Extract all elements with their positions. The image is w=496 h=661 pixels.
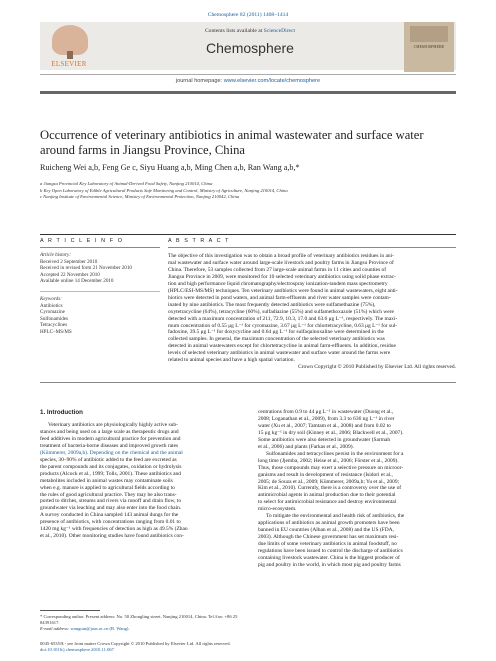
abstract-line: collected samples. In general, the maximum concentration of the selected veterinary antibiotics was (168, 336, 385, 343)
history-item: Received in revised form 21 November 2010 (40, 265, 132, 271)
intro-right-column (258, 409, 456, 569)
body-line: antimicrobial agents in animal production due to their potential (258, 492, 396, 499)
abstract-line: related to animal species and have a high spatial variation. (168, 357, 295, 364)
homepage-prefix: journal homepage: (175, 78, 224, 84)
journal-cover-graphic (410, 26, 448, 42)
body-line: groundwater via leaching and may also enter into the food chain. (40, 505, 182, 512)
divider (168, 247, 456, 248)
body-line: 15 μg kg⁻¹ in dry soil (Kinney et al., 2006; Blackwell et al., 2007). (258, 429, 404, 436)
body-line: Sulfonamides and tetracyclines persist in the environment for a (266, 450, 404, 457)
body-line: stances and being used on a large scale as therapeutic drugs and (40, 428, 179, 435)
abstract-line: biotics were detected in pond waters, and animal farm-effluents and river water samples were contam- (168, 294, 391, 301)
keyword: Tetracyclines (40, 322, 68, 328)
body-line: feed additives in modern agricultural practice for prevention and (40, 435, 181, 442)
homepage-link[interactable]: www.elsevier.com/locate/chemosphere (223, 78, 321, 84)
body-line: the parent compounds and its conjugates, oxidation or hydrolysis (40, 463, 182, 470)
divider (40, 234, 456, 235)
journal-citation[interactable]: Chemosphere 82 (2011) 1408–1414 (207, 12, 289, 18)
body-line: banned in EU countries (Alban et al., 2008) and the US (FDA, (258, 527, 394, 534)
body-line: applications of antibiotics as animal growth promoters have been (258, 520, 400, 527)
divider (40, 247, 160, 248)
divider (40, 291, 160, 292)
abstract-line: fadoxine, 39.5 μg L⁻¹ for doxycycline and 0.64 μg L⁻¹ for sulfaquinoxaline were determined in the (168, 329, 384, 336)
body-line: 2008; Loganathan et al., 2009), from 3.3 to 636 ng L⁻¹ in river (258, 415, 395, 422)
copyright-line: Crown Copyright © 2010 Published by Elsevier Ltd. All rights reserved. (298, 364, 456, 371)
keyword: Sulfonamides (40, 315, 69, 322)
keyword: Cyromazine (40, 309, 65, 315)
affiliation: b Key Open Laboratory of Edible Agricultural Products Safe Monitoring and Control, Ministry of Agriculture, Nanjing 210014, China (40, 187, 288, 193)
article-info-heading: A R T I C L E I N F O (40, 238, 124, 244)
elsevier-logo-text: ELSEVIER (51, 60, 87, 68)
abstract-line: oxytetracycline (64%), tetracycline (60%), sulfadiazine (55%) and sulfamethoxazole (51%) which were (168, 308, 394, 315)
body-line: To mitigate the environmental and health risk of antibiotics, the (266, 513, 405, 520)
author-list: Ruicheng Wei a,b, Feng Ge c, Siyu Huang a,b, Ming Chen a,b, Ran Wang a,b,* (40, 163, 300, 172)
body-line: 1420 mg kg⁻¹ with frequencies of detection as high as 49.5% (Zhao (40, 526, 188, 533)
intro-heading: 1. Introduction (40, 409, 83, 416)
body-line: treatment of bacteria-borne diseases and improved growth rates (40, 442, 179, 449)
body-line: 2003). Although the Chinese government has set maximum resi- (258, 534, 399, 541)
history-item: Available online 14 December 2010 (40, 278, 114, 284)
doi-link[interactable]: doi:10.1016/j.chemosphere.2010.11.067 (40, 647, 114, 652)
abstract-line: mum concentration of 0.55 μg L⁻¹ for cyromazine, 3.67 μg L⁻¹ for chlortetracycline, 0.63 μg L⁻¹ for sul- (168, 322, 398, 329)
title-line: Occurrence of veterinary antibiotics in animal wastewater and surface water (40, 128, 424, 142)
corresponding-author-note: * Corresponding author. Present address: No. 50 Zhongling street, Nanjing 210014, China. Tel./fax: +86 25 84391617. (40, 614, 238, 625)
keyword: Antibiotics (40, 302, 63, 309)
abstract-line: Jiangsu Province in 2009, were monitored for 10 selected veterinary antibiotics using solid phase extrac- (168, 273, 396, 280)
history-item: Received 2 September 2010 (40, 258, 98, 265)
body-line: products (Alcock et al., 1999; Tolls, 2001). These antibiotics and (40, 470, 181, 477)
body-line: long time (Jjemba, 2002; Heise et al., 2006; Förster et al., 2009). (258, 457, 399, 464)
affiliation: a Jiangsu Provincial Key Laboratory of Animal-Derived Food Safety, Nanjing 210014, China (40, 181, 213, 186)
body-line: Thus, those compounds may exert a selective pressure on microor- (258, 464, 404, 471)
abstract-line: levels of selected veterinary antibiotics in animal wastewater and surface water around the farms were (168, 350, 391, 357)
body-line: ganisms and result in development of resistance (Isidori et al., (258, 471, 393, 478)
history-label: Article history: (40, 252, 71, 258)
history-item: Accepted 22 November 2010 (40, 271, 100, 278)
footnote-rule (40, 610, 100, 611)
body-line: et al., 2006) and plants (Farkas et al., 2009). (258, 443, 354, 450)
abstract-line: The objective of this investigation was to obtain a broad profile of veterinary antibiotics residues in ani- (168, 253, 394, 259)
journal-cover-title: CHEMOSPHERE (413, 44, 445, 49)
email-link[interactable]: wangran@jaas.ac.cn (R. Wang). (70, 626, 130, 631)
body-line: metabolites included in animal wastes may contaminate soils (40, 477, 173, 484)
title-line: around farms in Jiangsu Province, China (40, 143, 245, 157)
body-line[interactable]: (Kümmerer, 2009a,b). Depending on the chemical and the animal (40, 449, 183, 456)
body-line: ported to ditches, streams and rivers via runoff and drain flow, to (40, 498, 182, 505)
article-history (40, 252, 162, 285)
elsevier-tree-icon (52, 25, 88, 55)
abstract-line: detected in animal wastewaters except for chlortetracycline in animal farm-effluents. In addition, residue (168, 343, 396, 350)
body-line: A survey conducted in China sampled 143 animal dungs for the (40, 512, 179, 519)
abstract-line: China. Therefore, 53 samples collected from 27 large-scale animal farms in 11 cities and counties of (168, 266, 387, 273)
journal-name: Chemosphere (206, 40, 294, 56)
issn-line: 0045-6535/$ - see front matter Crown Copyright © 2010 Published by Elsevier Ltd. All rights reserved. (40, 641, 231, 646)
body-line: the rules of good agricultural practice. They may be also trans- (40, 491, 177, 498)
divider (40, 382, 456, 383)
keywords (40, 296, 162, 335)
body-line: regulations have been issued to control the discharge of antibiotics (258, 548, 403, 555)
contents-line (100, 28, 400, 34)
body-line: presence of antibiotics, with concentrations ranging from 0.01 to (40, 519, 181, 526)
body-line: centrations from 0.9 to 44 μg L⁻¹ in wastewater (Duong et al., (258, 409, 394, 415)
body-line: Veterinary antibiotics are physiologically highly active sub- (48, 422, 178, 428)
body-line: containing livestock wastewater. China is the biggest producer of (258, 555, 400, 562)
page-footer (40, 641, 456, 653)
body-line: when e.g. manure is applied to agricultural fields according to (40, 484, 175, 491)
keywords-label: Keywords: (40, 296, 62, 302)
body-line: to select for antimicrobial resistance and destroy environmental (258, 499, 397, 506)
abstract-heading: A B S T R A C T (168, 238, 231, 244)
body-line: Some antibiotics were also detected in groundwater (Sarmah (258, 436, 391, 443)
abstract-line: (HPLC/ESI-MS/MS) techniques. Ten veterinary antibiotics were found in animal wastewaters, eight anti- (168, 287, 398, 294)
abstract-body (168, 253, 456, 371)
abstract-line: inated by nine antibiotics. The most frequently detected antibiotics were sulfamethazine (75%), (168, 301, 376, 308)
body-line: due limits of some veterinary antibiotics in animal foodstuff, no (258, 541, 397, 548)
abstract-line: tion and high performance liquid chromatography/electrospray ionization-tandem mass spectrometry (168, 280, 388, 287)
body-line: Kim et al., 2010). Currently, there is a controversy over the use of (258, 485, 402, 492)
body-line: pig and poultry in the world, in which most pig and poultry farms (258, 561, 401, 568)
body-line: et al., 2010). Other monitoring studies have found antibiotics con- (40, 533, 184, 540)
affiliation: c Nanjing Institute of Environmental Science, Ministry of Environmental Protection, Nanjing 210042, China (40, 194, 240, 200)
email-label: E-mail address: (40, 626, 70, 631)
body-line: water (Xu et al., 2007; Tamtam et al., 2008) and from 0.02 to (258, 422, 391, 429)
email-line (40, 626, 240, 632)
body-line: micro-ecosystem. (258, 506, 297, 513)
keyword: HPLC–MS/MS (40, 328, 72, 335)
footnote (40, 614, 240, 632)
contents-prefix: Contents lists available at (204, 28, 263, 34)
abstract-line: mal wastewater and surface water around large-scale livestock and poultry farms in Jiangsu Province of (168, 259, 394, 266)
sciencedirect-link[interactable]: ScienceDirect (263, 28, 296, 34)
abstract-line: detected with a maximum concentration of 211, 72.9, 10.3, 17.0 and 63.6 μg L⁻¹, respectively. The maxi- (168, 315, 398, 322)
article-title (40, 128, 456, 158)
homepage-bar (40, 74, 456, 94)
body-line: 2005; de Souza et al., 2009; Kümmerer, 2009a,b; Yu et al., 2009; (258, 478, 400, 485)
body-line: species, 30–90% of antibiotic added to the feed are excreted as (40, 456, 177, 463)
journal-homepage (40, 78, 456, 84)
affiliations (40, 181, 456, 201)
intro-left-column (40, 422, 240, 540)
